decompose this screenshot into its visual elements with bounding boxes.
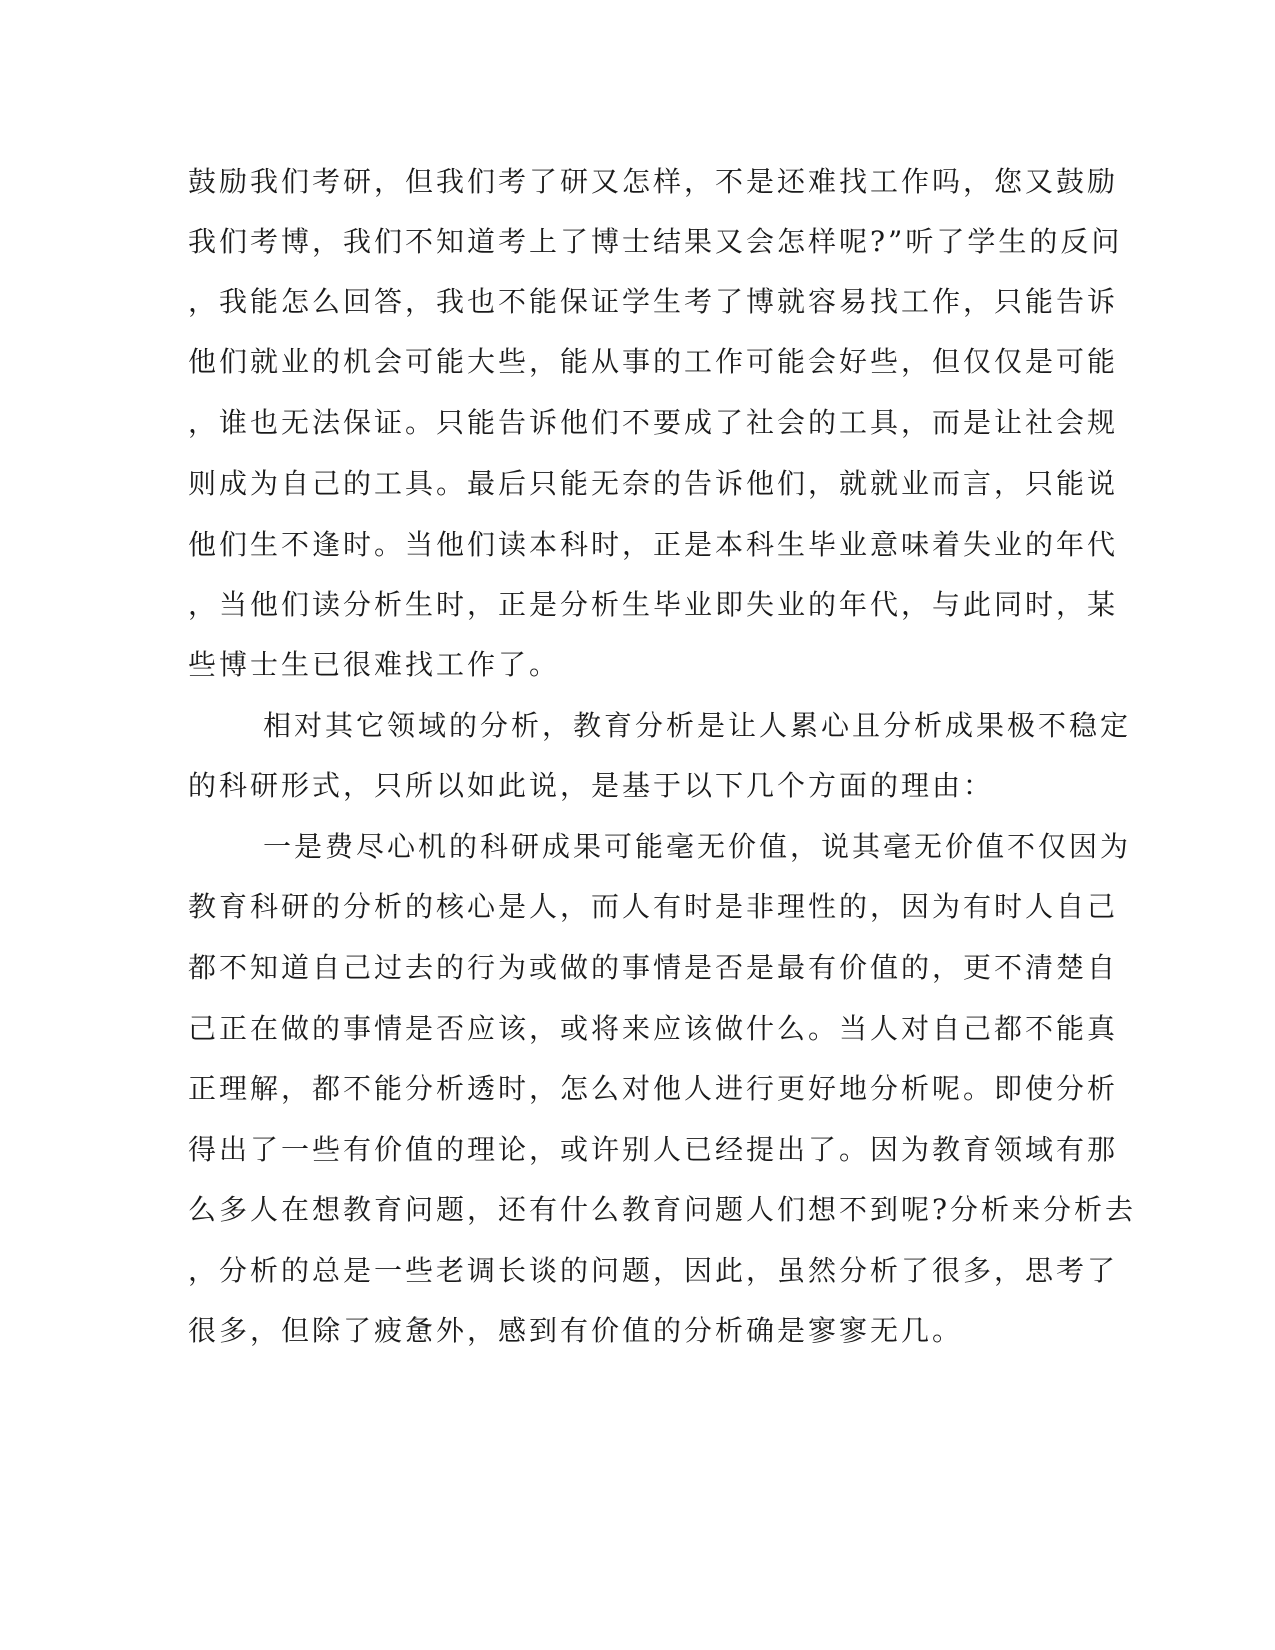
text-line: 都不知道自己过去的行为或做的事情是否是最有价值的，更不清楚自 — [188, 951, 1119, 984]
text-line: 正理解，都不能分析透时，怎么对他人进行更好地分析呢。即使分析 — [188, 1072, 1119, 1105]
text-line: ，谁也无法保证。只能告诉他们不要成了社会的工具，而是让社会规 — [188, 406, 1119, 439]
text-line: ，分析的总是一些老调长谈的问题，因此，虽然分析了很多，思考了 — [188, 1254, 1119, 1287]
paragraph-first-line: 一是费尽心机的科研成果可能毫无价值，说其毫无价值不仅因为 — [263, 830, 1132, 863]
text-line: 些博士生已很难找工作了。 — [188, 648, 561, 681]
text-line: 么多人在想教育问题，还有什么教育问题人们想不到呢?分析来分析去 — [188, 1193, 1137, 1226]
text-line: 他们生不逢时。当他们读本科时，正是本科生毕业意味着失业的年代 — [188, 528, 1119, 561]
text-line: 教育科研的分析的核心是人，而人有时是非理性的，因为有时人自己 — [188, 890, 1119, 923]
text-line: 的科研形式，只所以如此说，是基于以下几个方面的理由： — [188, 769, 995, 802]
text-line: 则成为自己的工具。最后只能无奈的告诉他们，就就业而言，只能说 — [188, 467, 1119, 500]
text-line: ，当他们读分析生时，正是分析生毕业即失业的年代，与此同时，某 — [188, 588, 1119, 621]
text-line: 我们考博，我们不知道考上了博士结果又会怎样呢?”听了学生的反问 — [188, 225, 1123, 258]
text-line: 得出了一些有价值的理论，或许别人已经提出了。因为教育领域有那 — [188, 1133, 1119, 1166]
text-line: 他们就业的机会可能大些，能从事的工作可能会好些，但仅仅是可能 — [188, 345, 1119, 378]
text-line: 很多，但除了疲惫外，感到有价值的分析确是寥寥无几。 — [188, 1314, 964, 1347]
paragraph-first-line: 相对其它领域的分析，教育分析是让人累心且分析成果极不稳定 — [263, 709, 1132, 742]
text-line: 己正在做的事情是否应该，或将来应该做什么。当人对自己都不能真 — [188, 1012, 1119, 1045]
text-line: ，我能怎么回答，我也不能保证学生考了博就容易找工作，只能告诉 — [188, 285, 1119, 318]
text-line: 鼓励我们考研，但我们考了研又怎样，不是还难找工作吗，您又鼓励 — [188, 165, 1119, 198]
